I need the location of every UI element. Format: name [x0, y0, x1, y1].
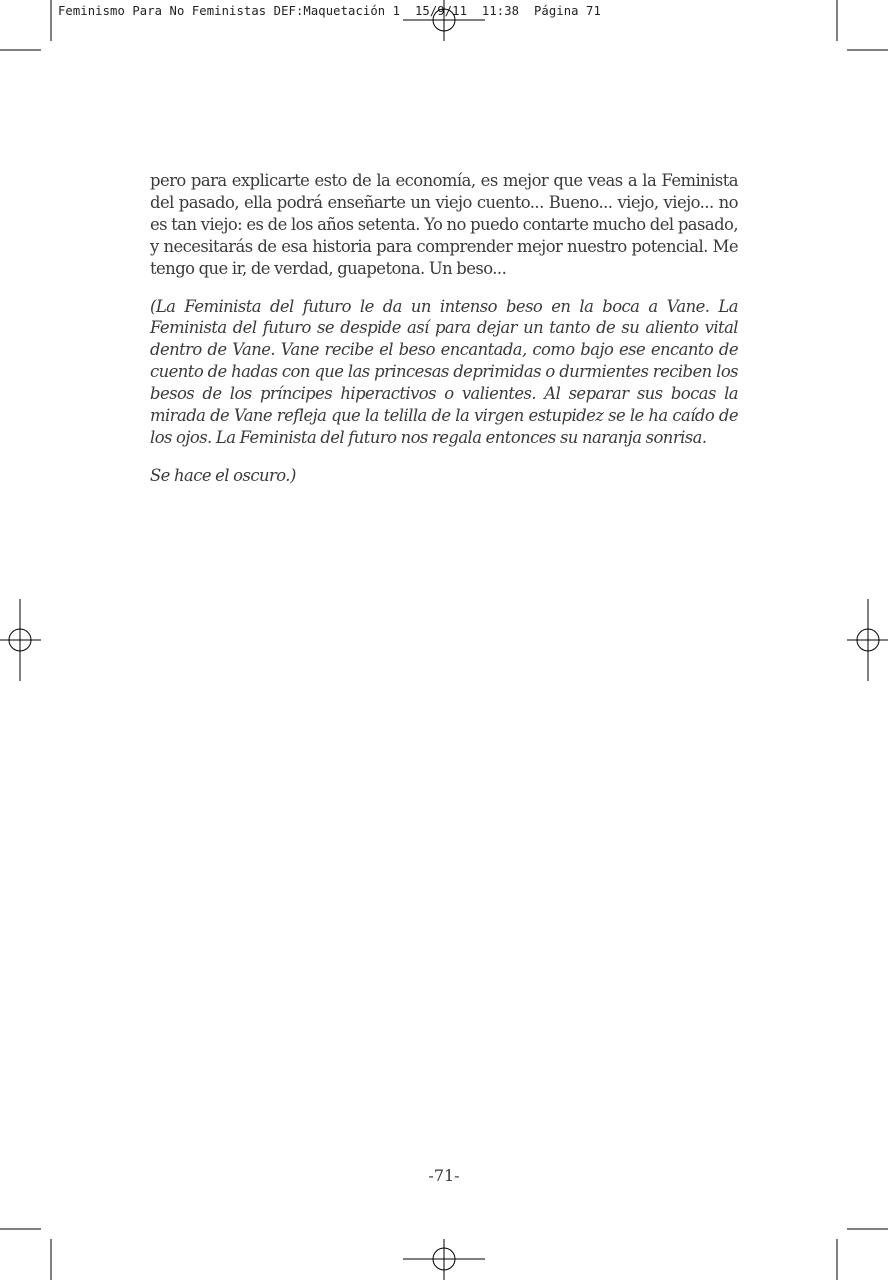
registration-mark-bottom — [403, 1239, 485, 1280]
registration-mark-left — [0, 599, 41, 681]
page-body — [150, 170, 738, 487]
paragraph-stage-direction-end: Se hace el oscuro.) — [150, 465, 296, 485]
registration-mark-top — [403, 0, 485, 41]
page-number: -71- — [428, 1166, 460, 1185]
slug-line: Feminismo Para No Feministas DEF:Maquetación 1 15/9/11 11:38 Página 71 — [58, 4, 601, 18]
paragraph-stage-direction: (La Feminista del futuro le da un intenso beso en la boca a Vane. La Feminista del futuro se despide así para dejar un tanto de su aliento vital dentro de Vane. Vane recibe el beso encantada, como bajo ese encanto de cuento de hadas con que las princesas deprimidas o durmientes reciben los besos de los príncipes hiperactivos o valientes. Al separar sus bocas la mirada de Vane refleja que la telilla de la virgen estupidez se le ha caído de los ojos. La Feminista del futuro nos regala entonces su naranja sonrisa. — [150, 296, 738, 447]
paragraph-dialogue: pero para explicarte esto de la economía, es mejor que veas a la Feminista del pasado, ella podrá enseñarte un viejo cuento... Bueno... viejo, viejo... no es tan viejo: es de los años setenta. Yo no puedo contarte mucho del pasado, y necesitarás de esa historia para comprender mejor nuestro potencial. Me tengo que ir, de verdad, guapetona. Un beso... — [150, 171, 738, 278]
registration-mark-right — [847, 599, 888, 681]
